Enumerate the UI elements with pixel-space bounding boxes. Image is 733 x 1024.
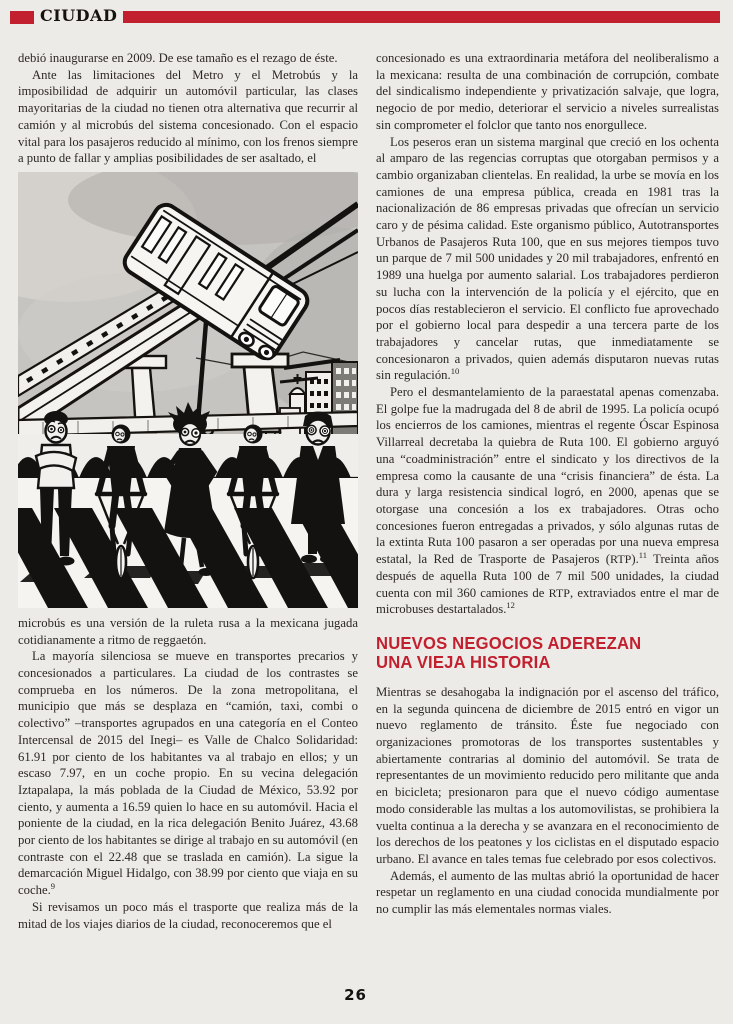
body-paragraph: Mientras se desahogaba la indignación por el ascenso del tráfico, en la segunda quincena de diciembre de 2015 entró en vigor un nuevo reglamento de tránsito. Éste fue negociado con organizaciones promotoras de los transportes sustentables y abiertamente contrarias al dominio del automóvil. Se trata de representantes de un movimiento reducido pero militante que anda en bicicleta; presionaron para que el nuevo código aumentase modo considerable las multas a los automovilistas, se prohibiera la vuelta continua a la derecha y se avanzara en el reconocimiento de los derechos de los peatones y los ciclistas en el disputado espacio urbano. El avance en tales temas fue celebrado por esos colectivos. — [376, 684, 719, 866]
page-number: 26 — [344, 986, 367, 1004]
section-heading — [376, 634, 702, 672]
section-title: CIUDAD — [40, 6, 118, 25]
illustration-canvas — [18, 172, 358, 608]
section-header — [10, 6, 720, 25]
left-column — [18, 50, 358, 932]
body-paragraph: concesionado es una extraordinaria metáfora del neoliberalismo a la mexicana: resulta de una combinación de corrupción, combate del sindicalismo independiente y privatización salvaje, que logra, negocio de por medio, deteriorar el servicio a niveles surrealistas sin comprometer el folclor que tanto nos enorgullece. — [376, 51, 719, 132]
red-header-rule — [123, 11, 720, 23]
right-column — [376, 50, 719, 932]
article-body — [18, 50, 719, 932]
body-paragraph: Si revisamos un poco más el trasporte que realiza más de la mitad de los viajes diarios de la ciudad, reconoceremos que el — [18, 899, 358, 931]
heading-line-2: UNA VIEJA HISTORIA — [376, 651, 551, 672]
body-paragraph: microbús es una versión de la ruleta rusa a la mexicana jugada cotidianamente a ritmo de reggaetón. — [18, 615, 358, 647]
red-square-marker — [10, 11, 34, 24]
body-paragraph: Los peseros eran un sistema marginal que creció en los ochenta al amparo de las regencias corruptas que otorgaban permisos y a cambio organizaban clientelas. En realidad, la urbe se movía en los camiones de una empresa pública, creada en 1981 tras la nacionalización de 86 empresas privadas que ofrecían un servicio caro y de pésima calidad. Este organismo público, Autotransportes Urbanos de Pasajeros Ruta 100, que en sus mejores tiempos tuvo un parque de 7 mil 500 unidades y 20 mil trabajadores, enfrentó en 1989 una huelga por aumento salarial. Los trabajadores perdieron su lucha con la intervención de la policía y el ejército, que en pocos días restablecieron el servicio. El conflicto fue aprovechado por el gobierno local para despedir a una tercera parte de los trabajadores y cancelar rutas, que inmediatamente se concesionaron a privados, quien además disputaron nuevas rutas sin regulación.$^{10}$ — [376, 134, 719, 383]
body-paragraph: La mayoría silenciosa se mueve en transportes precarios y concesionados a particulares. La ciudad de los contrastes se comprueba en los números. De la zona metropolitana, el municipio que más se desplaza en “camión, taxi, combi o colectivo” –transportes agrupados en una categoría en el Conteo Intercensal de 2015 del Inegi– es Valle de Chalco Solidaridad: 61.91 por ciento de los habitantes va al trabajo en ellos; y un escaso 7.97, en un coche propio. En su vecina delegación Iztapalapa, la más poblada de la Ciudad de México, 53.92 por ciento, y aumenta a 16.59 quien lo hace en su automóvil. Hacia el poniente de la ciudad, en la rica delegación Benito Juárez, 43.68 por ciento de los habitantes se dirige al trabajo en su automóvil (en contraste con el 22.48 que se traslada en camión). La sigue la demarcación Miguel Hidalgo, con 38.99 por ciento que viaja en su coche.$^9$ — [18, 649, 358, 898]
body-paragraph: Ante las limitaciones del Metro y el Metrobús y la imposibilidad de adquirir un automóvil particular, las clases mayoritarias de la ciudad no tienen otra alternativa que recurrir al camión y al microbús del sistema concesionado. Con el espacio vital para los pasajeros reducido al mínimo, con los frenos siempre a punto de fallar y amplias posibilidades de ser asaltado, el — [18, 67, 358, 166]
heading-line-1: NUEVOS NEGOCIOS ADEREZAN — [376, 632, 642, 653]
body-paragraph: Pero el desmantelamiento de la paraestatal apenas comenzaba. El golpe fue la madrugada del 8 de abril de 1995. La policía ocupó los encierros de los camiones, mientras el regente Óscar Espinosa Villarreal decretaba la quiebra de Ruta 100. El gobierno arguyó una “coadministración” entre el sindicato y los directivos de la empresa como la causante de una “crisis financiera” de ésta. La dura y larga resistencia sindical logró, en 2000, apenas que se otorgase una concesión a los ex trabajadores. Otras ocho concesiones fueron entregadas a privados, y sólo algunas rutas de la extinta Ruta 100 pasaron a ser operadas por una nueva empresa estatal, la Red de Trasporte de Pasajeros (RTP).$^{11}$ Treinta años después de aquella Ruta 100 de 7 mil 500 unidades, la ciudad cuenta con mil 360 camiones de RTP, extraviados entre el mar de microbuses destartalados.$^{12}$ — [376, 385, 719, 617]
metro-derailment-illustration — [18, 172, 358, 608]
body-paragraph: Además, el aumento de las multas abrió la oportunidad de hacer respetar un reglamento en una ciudad conocida mundialmente por no cumplir las más elementales normas viales. — [376, 868, 719, 917]
body-paragraph: debió inaugurarse en 2009. De ese tamaño es el rezago de éste. — [18, 51, 338, 65]
